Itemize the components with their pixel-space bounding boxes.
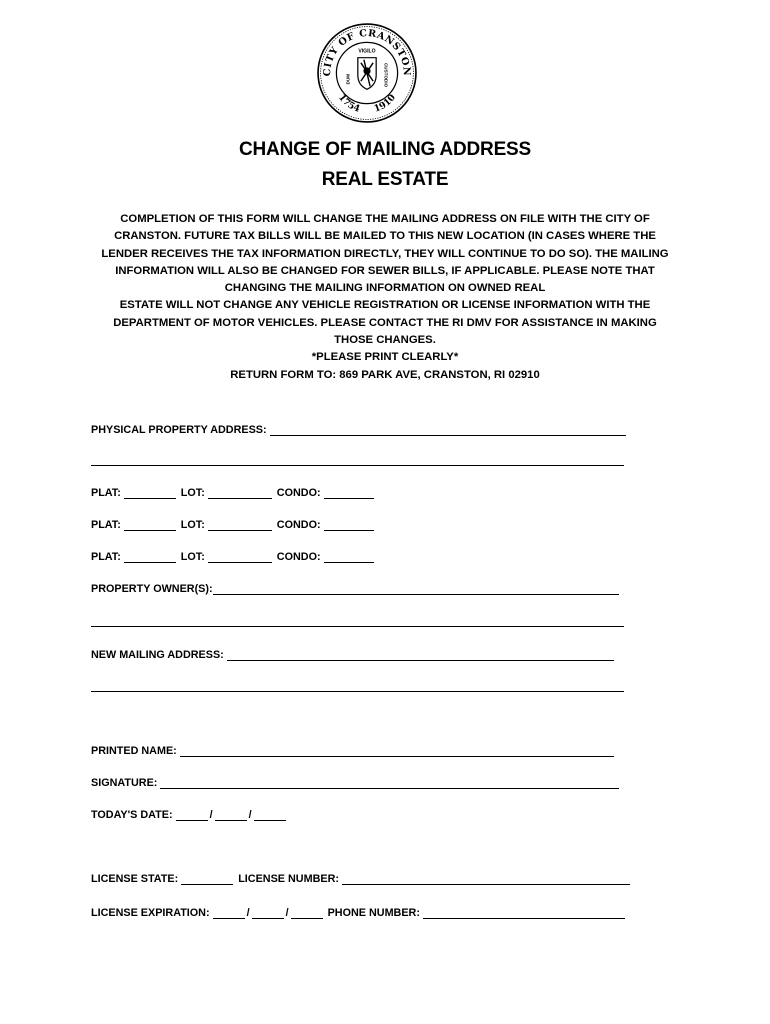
license-number-label: LICENSE NUMBER: <box>238 873 339 885</box>
lot-label: LOT: <box>180 487 205 499</box>
shield-icon <box>358 58 376 90</box>
plat-field[interactable] <box>124 551 176 563</box>
printed-name-label: PRINTED NAME: <box>91 745 177 757</box>
signature-label: SIGNATURE: <box>91 777 158 789</box>
physical-address-label: PHYSICAL PROPERTY ADDRESS: <box>91 424 267 436</box>
seal-year-right: 1910 <box>372 92 398 115</box>
plat-field[interactable] <box>124 487 176 499</box>
plat-label: PLAT: <box>91 519 121 531</box>
expiration-year-field[interactable] <box>291 907 323 919</box>
new-mailing-address-row <box>91 645 614 661</box>
instruction-line: THOSE CHANGES. <box>334 334 436 347</box>
todays-date-row <box>91 805 286 821</box>
instruction-line: CHANGING THE MAILING INFORMATION ON OWNED REAL <box>224 282 546 295</box>
date-separator: / <box>248 809 252 821</box>
plat-label: PLAT: <box>91 487 121 499</box>
date-separator: / <box>285 907 289 919</box>
date-month-field[interactable] <box>176 809 208 821</box>
license-expiration-row <box>91 903 625 919</box>
new-mailing-address-line-2[interactable] <box>91 691 624 692</box>
instruction-line: DEPARTMENT OF MOTOR VEHICLES. PLEASE CONTACT THE RI DMV FOR ASSISTANCE IN MAKING <box>113 316 657 329</box>
todays-date-label: TODAY'S DATE: <box>91 809 173 821</box>
condo-label: CONDO: <box>276 551 321 563</box>
form-subtitle: REAL ESTATE <box>321 169 449 190</box>
plat-lot-condo-row-3 <box>91 547 374 563</box>
return-address-line: RETURN FORM TO: 869 PARK AVE, CRANSTON, RI 02910 <box>230 368 540 381</box>
property-owners-row <box>91 579 619 595</box>
instruction-line: INFORMATION WILL ALSO BE CHANGED FOR SEWER BILLS, IF APPLICABLE. PLEASE NOTE THAT <box>115 264 655 277</box>
plat-lot-condo-row-1 <box>91 483 374 499</box>
form-title: CHANGE OF MAILING ADDRESS <box>239 139 531 160</box>
new-mailing-address-field[interactable] <box>227 649 614 661</box>
instruction-line: COMPLETION OF THIS FORM WILL CHANGE THE MAILING ADDRESS ON FILE WITH THE CITY OF <box>120 213 650 225</box>
svg-text:1754 <box>336 92 361 114</box>
condo-field[interactable] <box>324 519 374 531</box>
license-expiration-label: LICENSE EXPIRATION: <box>91 907 210 919</box>
expiration-month-field[interactable] <box>213 907 245 919</box>
instruction-line: LENDER RECEIVES THE TAX INFORMATION DIRECTLY, THEY WILL CONTINUE TO DO SO). THE MAILING <box>101 247 669 260</box>
date-year-field[interactable] <box>254 809 286 821</box>
license-state-label: LICENSE STATE: <box>91 873 179 885</box>
phone-number-label: PHONE NUMBER: <box>327 907 420 919</box>
physical-address-field[interactable] <box>270 424 626 436</box>
lot-field[interactable] <box>208 487 272 499</box>
condo-field[interactable] <box>324 487 374 499</box>
instruction-line: *PLEASE PRINT CLEARLY* <box>311 351 459 364</box>
instructions-text <box>88 211 682 384</box>
physical-address-row <box>91 420 626 436</box>
license-state-field[interactable] <box>181 873 233 885</box>
condo-label: CONDO: <box>276 487 321 499</box>
city-seal <box>316 22 418 124</box>
plat-lot-condo-row-2 <box>91 515 374 531</box>
new-mailing-address-label: NEW MAILING ADDRESS: <box>91 649 224 661</box>
seal-ring-text: CITY OF CRANSTON <box>322 28 412 77</box>
printed-name-field[interactable] <box>180 745 614 757</box>
instruction-line: ESTATE WILL NOT CHANGE ANY VEHICLE REGISTRATION OR LICENSE INFORMATION WITH THE <box>119 299 651 312</box>
date-separator: / <box>209 809 213 821</box>
property-owners-field[interactable] <box>213 583 619 595</box>
date-separator: / <box>246 907 250 919</box>
lot-label: LOT: <box>180 551 205 563</box>
seal-right-word: CUSTODIO <box>383 62 389 88</box>
signature-field[interactable] <box>160 777 619 789</box>
lot-field[interactable] <box>208 551 272 563</box>
expiration-day-field[interactable] <box>252 907 284 919</box>
condo-field[interactable] <box>324 551 374 563</box>
seal-left-word: DUM <box>345 73 351 85</box>
date-day-field[interactable] <box>215 809 247 821</box>
lot-label: LOT: <box>180 519 205 531</box>
property-owners-line-2[interactable] <box>91 626 624 627</box>
condo-label: CONDO: <box>276 519 321 531</box>
license-number-field[interactable] <box>342 873 630 885</box>
seal-banner: VIGILO <box>358 48 376 55</box>
instruction-line: CRANSTON. FUTURE TAX BILLS WILL BE MAILED TO THIS NEW LOCATION (IN CASES WHERE THE <box>114 230 656 243</box>
physical-address-line-2[interactable] <box>91 465 624 466</box>
lot-field[interactable] <box>208 519 272 531</box>
phone-number-field[interactable] <box>423 907 625 919</box>
seal-year-left: 1754 <box>336 92 362 115</box>
signature-row <box>91 773 619 789</box>
svg-text:1910 <box>373 92 398 114</box>
printed-name-row <box>91 741 614 757</box>
license-row <box>91 869 630 885</box>
property-owners-label: PROPERTY OWNER(S): <box>91 583 213 595</box>
plat-field[interactable] <box>124 519 176 531</box>
plat-label: PLAT: <box>91 551 121 563</box>
